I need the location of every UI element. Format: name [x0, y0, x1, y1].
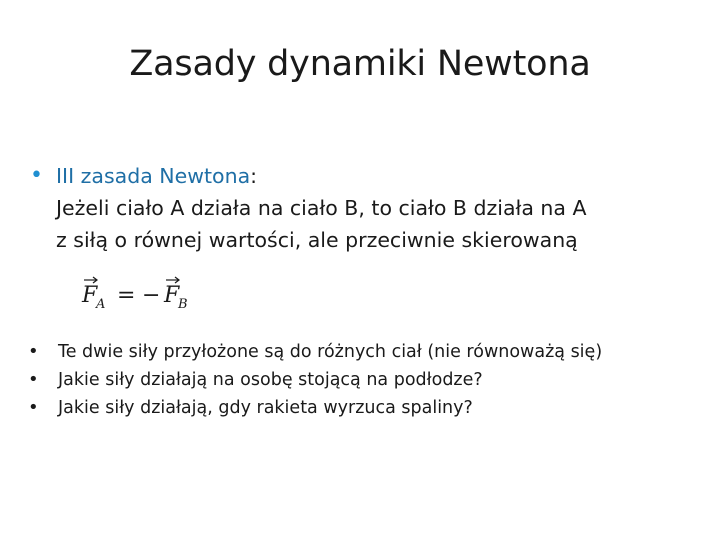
bullet-list [28, 338, 698, 422]
main-point [30, 160, 690, 256]
list-item-text: Jakie siły działają, gdy rakieta wyrzuca spaliny? [58, 398, 473, 418]
formula-svg [80, 272, 220, 316]
list-item-text: Te dwie siły przyłożone są do różnych ciał (nie równoważą się) [58, 342, 603, 362]
formula-lhs-sub: A [96, 297, 106, 312]
formula [80, 272, 220, 316]
list-bullet: • [28, 341, 39, 362]
formula-rhs: F [164, 283, 180, 308]
list-bullet: • [28, 369, 39, 390]
list-item [28, 338, 698, 366]
list-bullet: • [28, 397, 39, 418]
main-point-bullet: • [30, 163, 43, 188]
list-item-text: Jakie siły działają na osobę stojącą na podłodze? [58, 370, 483, 390]
list-item [28, 366, 698, 394]
slide-title: Zasady dynamiki Newtona [129, 44, 591, 84]
formula-lhs: F [82, 283, 98, 308]
formula-rhs-sub: B [178, 297, 188, 312]
main-point-lines [56, 160, 690, 256]
main-point-heading-line [56, 160, 690, 192]
main-point-line-2: z siłą o równej wartości, ale przeciwnie skierowaną [56, 228, 578, 252]
main-point-heading-suffix: : [250, 164, 258, 188]
main-point-heading: III zasada Newtona [56, 164, 251, 188]
list-item [28, 394, 698, 422]
main-point-line-1: Jeżeli ciało A działa na ciało B, to ciało B działa na A [56, 196, 587, 220]
formula-equals: = [117, 283, 136, 308]
formula-minus: − [142, 283, 161, 308]
